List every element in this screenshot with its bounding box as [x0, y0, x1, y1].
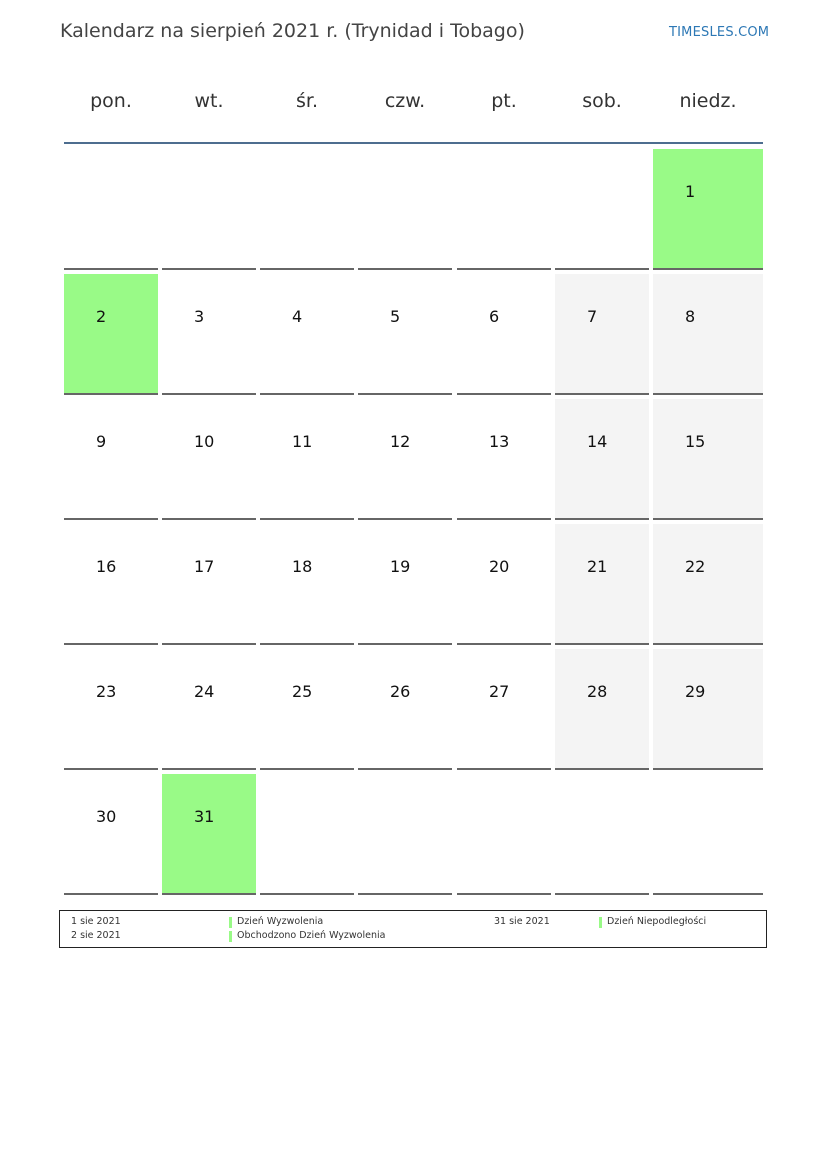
day-number: 17	[194, 557, 215, 576]
day-cell	[457, 399, 551, 520]
holiday-legend	[59, 910, 767, 948]
weekday-label: pt.	[491, 90, 517, 112]
day-number: 5	[390, 307, 401, 326]
legend-holiday-name: Dzień Niepodległości	[607, 916, 707, 927]
empty-day-cell	[64, 149, 158, 270]
empty-day-cell	[358, 774, 452, 895]
weekday-header-row	[0, 90, 827, 120]
day-number: 7	[587, 307, 598, 326]
day-number: 23	[96, 682, 117, 701]
day-number: 16	[96, 557, 117, 576]
day-cell	[260, 524, 354, 645]
day-cell	[260, 649, 354, 770]
legend-date: 31 sie 2021	[494, 916, 550, 927]
day-cell	[162, 399, 256, 520]
day-number: 6	[489, 307, 500, 326]
day-number: 30	[96, 807, 117, 826]
day-cell	[653, 274, 763, 395]
day-cell	[555, 524, 649, 645]
day-number: 27	[489, 682, 510, 701]
day-number: 15	[685, 432, 706, 451]
day-cell	[64, 774, 158, 895]
weekday-label: niedz.	[679, 90, 737, 112]
day-number: 18	[292, 557, 313, 576]
day-cell	[457, 274, 551, 395]
day-cell	[162, 649, 256, 770]
day-number: 31	[194, 807, 215, 826]
day-number: 1	[685, 182, 696, 201]
day-number: 9	[96, 432, 107, 451]
weekday-label: pon.	[90, 90, 132, 112]
day-cell	[64, 649, 158, 770]
day-number: 22	[685, 557, 706, 576]
empty-day-cell	[260, 774, 354, 895]
day-number: 4	[292, 307, 303, 326]
header-divider	[64, 142, 763, 144]
empty-day-cell	[358, 149, 452, 270]
day-cell	[457, 649, 551, 770]
legend-holiday-name: Dzień Wyzwolenia	[237, 916, 324, 927]
day-cell	[653, 149, 763, 270]
weekday-label: śr.	[295, 90, 318, 112]
day-number: 29	[685, 682, 706, 701]
day-cell	[162, 274, 256, 395]
day-cell	[64, 399, 158, 520]
empty-day-cell	[457, 774, 551, 895]
page-title: Kalendarz na sierpień 2021 r. (Trynidad i Tobago)	[60, 20, 525, 42]
day-cell	[555, 274, 649, 395]
day-number: 24	[194, 682, 215, 701]
empty-day-cell	[555, 774, 649, 895]
day-number: 8	[685, 307, 696, 326]
empty-day-cell	[457, 149, 551, 270]
legend-color-mark	[599, 917, 602, 928]
day-cell	[162, 774, 256, 895]
day-number: 19	[390, 557, 411, 576]
legend-date: 2 sie 2021	[71, 930, 121, 941]
day-number: 21	[587, 557, 608, 576]
empty-day-cell	[653, 774, 763, 895]
day-number: 10	[194, 432, 215, 451]
day-cell	[653, 649, 763, 770]
day-cell	[358, 274, 452, 395]
day-cell	[358, 649, 452, 770]
legend-color-mark	[229, 931, 232, 942]
day-number: 25	[292, 682, 313, 701]
weekday-label: sob.	[582, 90, 622, 112]
day-cell	[162, 524, 256, 645]
weekday-label: czw.	[384, 90, 426, 112]
day-number: 20	[489, 557, 510, 576]
day-number: 2	[96, 307, 107, 326]
legend-color-mark	[229, 917, 232, 928]
day-cell	[653, 524, 763, 645]
day-number: 11	[292, 432, 313, 451]
empty-day-cell	[260, 149, 354, 270]
weekday-label: wt.	[194, 90, 224, 112]
day-number: 26	[390, 682, 411, 701]
day-cell	[260, 399, 354, 520]
day-cell	[555, 649, 649, 770]
day-cell	[64, 274, 158, 395]
day-cell	[64, 524, 158, 645]
empty-day-cell	[162, 149, 256, 270]
day-cell	[555, 399, 649, 520]
day-number: 28	[587, 682, 608, 701]
day-cell	[358, 399, 452, 520]
empty-day-cell	[555, 149, 649, 270]
legend-holiday-name: Obchodzono Dzień Wyzwolenia	[237, 930, 386, 941]
brand-link[interactable]: TIMESLES.COM	[669, 25, 770, 40]
day-number: 13	[489, 432, 510, 451]
day-cell	[260, 274, 354, 395]
legend-date: 1 sie 2021	[71, 916, 121, 927]
day-number: 12	[390, 432, 411, 451]
day-number: 14	[587, 432, 608, 451]
day-cell	[653, 399, 763, 520]
day-cell	[457, 524, 551, 645]
day-number: 3	[194, 307, 205, 326]
day-cell	[358, 524, 452, 645]
